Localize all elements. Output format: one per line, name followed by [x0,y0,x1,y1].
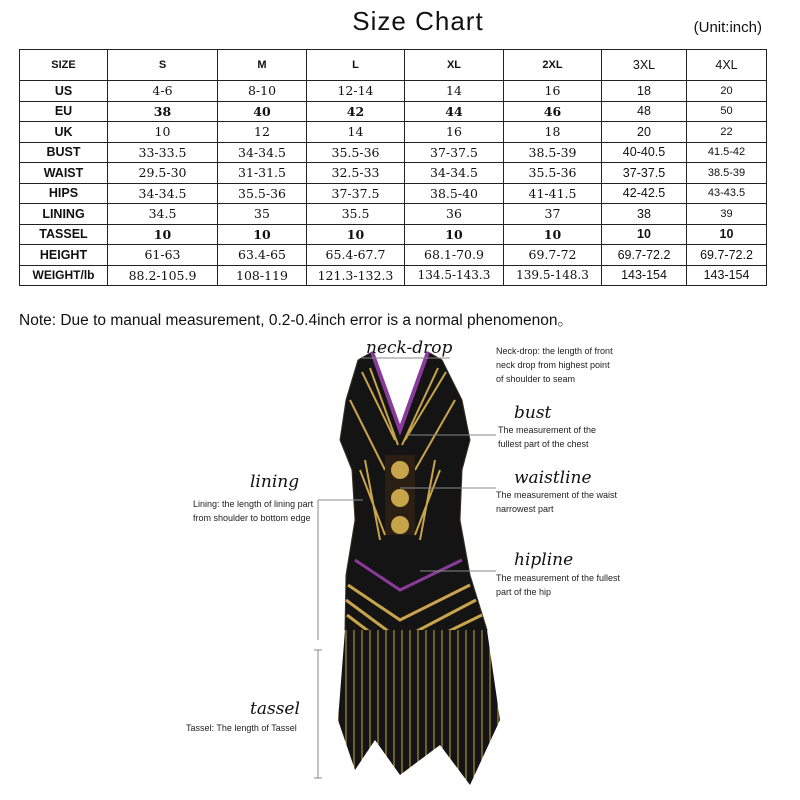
table-cell: 37-37.5 [602,163,687,184]
table-cell: 61-63 [108,245,218,266]
row-header: LINING [20,204,108,225]
table-cell: 10 [307,224,405,245]
table-cell: 42-42.5 [602,183,687,204]
annotation-line: of shoulder to seam [496,374,576,384]
table-cell: 29.5-30 [108,163,218,184]
annotation-line: narrowest part [496,504,554,514]
table-cell: 46 [504,101,602,122]
table-cell: 10 [108,122,218,143]
annotation-line: Neck-drop: the length of front [496,346,613,356]
table-cell: 12 [218,122,307,143]
column-header: XL [405,50,504,81]
annotation-line: fullest part of the chest [498,439,589,449]
column-header: M [218,50,307,81]
tassel-heading: tassel [250,699,300,719]
table-cell: 38 [108,101,218,122]
annotation-line: neck drop from highest point [496,360,610,370]
table-cell: 69.7-72 [504,245,602,266]
table-cell: 69.7-72.2 [687,245,767,266]
table-cell: 18 [504,122,602,143]
table-cell: 36 [405,204,504,225]
column-header: 2XL [504,50,602,81]
table-cell: 18 [602,81,687,102]
row-header: WAIST [20,163,108,184]
table-cell: 31-31.5 [218,163,307,184]
table-cell: 43-43.5 [687,183,767,204]
table-cell: 34.5 [108,204,218,225]
table-cell: 10 [504,224,602,245]
table-cell: 88.2-105.9 [108,265,218,286]
table-cell: 41.5-42 [687,142,767,163]
neck-drop-heading: neck-drop [366,338,453,358]
table-cell: 32.5-33 [307,163,405,184]
table-cell: 65.4-67.7 [307,245,405,266]
table-cell: 37-37.5 [405,142,504,163]
table-cell: 121.3-132.3 [307,265,405,286]
table-cell: 20 [602,122,687,143]
annotation-line: Lining: the length of lining part [193,499,314,509]
table-cell: 42 [307,101,405,122]
lining-description [193,497,313,525]
table-cell: 33-33.5 [108,142,218,163]
table-cell: 143-154 [602,265,687,286]
column-header: L [307,50,405,81]
table-cell: 16 [405,122,504,143]
table-cell: 40-40.5 [602,142,687,163]
table-cell: 143-154 [687,265,767,286]
annotation-line: The measurement of the waist [496,490,618,500]
waistline-heading: waistline [514,468,592,488]
lining-heading: lining [250,472,300,492]
table-cell: 134.5-143.3 [405,265,504,286]
row-header: BUST [20,142,108,163]
table-cell: 37 [504,204,602,225]
column-header: S [108,50,218,81]
row-header: HIPS [20,183,108,204]
table-cell: 10 [602,224,687,245]
table-cell: 48 [602,101,687,122]
table-cell: 35.5-36 [307,142,405,163]
table-cell: 35 [218,204,307,225]
hipline-heading: hipline [514,550,574,570]
waistline-description [496,488,617,516]
table-cell: 35.5-36 [218,183,307,204]
table-cell: 63.4-65 [218,245,307,266]
column-header: SIZE [20,50,108,81]
hipline-description [496,571,620,599]
table-cell: 108-119 [218,265,307,286]
table-cell: 37-37.5 [307,183,405,204]
table-cell: 10 [218,224,307,245]
table-cell: 69.7-72.2 [602,245,687,266]
table-cell: 14 [307,122,405,143]
row-header: WEIGHT/lb [20,265,108,286]
annotation-line: Tassel: The length of Tassel [186,723,297,733]
unit-label: (Unit:inch) [693,19,762,36]
annotation-line: The measurement of the fullest [496,573,621,583]
table-cell: 35.5-36 [504,163,602,184]
measurement-note: Note: Due to manual measurement, 0.2-0.4inch error is a normal phenomenon。 [19,312,573,329]
row-header: TASSEL [20,224,108,245]
table-cell: 10 [687,224,767,245]
table-cell: 35.5 [307,204,405,225]
table-cell: 139.5-148.3 [504,265,602,286]
table-cell: 38.5-39 [687,163,767,184]
table-cell: 10 [405,224,504,245]
table-cell: 40 [218,101,307,122]
annotation-line: part of the hip [496,587,552,597]
bust-description [498,423,596,451]
table-cell: 38 [602,204,687,225]
table-cell: 68.1-70.9 [405,245,504,266]
table-cell: 4-6 [108,81,218,102]
table-cell: 41-41.5 [504,183,602,204]
table-cell: 50 [687,101,767,122]
table-cell: 8-10 [218,81,307,102]
dress-shape [338,352,500,785]
table-cell: 34-34.5 [108,183,218,204]
row-header: US [20,81,108,102]
annotation-line: from shoulder to bottom edge [193,513,311,523]
table-cell: 44 [405,101,504,122]
neck-drop-description [496,344,613,386]
table-cell: 16 [504,81,602,102]
table-cell: 38.5-39 [504,142,602,163]
row-header: UK [20,122,108,143]
table-cell: 22 [687,122,767,143]
table-cell: 14 [405,81,504,102]
size-chart-title: Size Chart [352,6,484,36]
tassel-description [186,721,297,735]
column-header: 3XL [602,50,687,81]
table-cell: 12-14 [307,81,405,102]
table-cell: 39 [687,204,767,225]
table-cell: 38.5-40 [405,183,504,204]
table-cell: 20 [687,81,767,102]
table-cell: 34-34.5 [405,163,504,184]
bust-heading: bust [514,403,552,423]
table-cell: 34-34.5 [218,142,307,163]
row-header: EU [20,101,108,122]
annotation-line: The measurement of the [498,425,597,435]
table-cell: 10 [108,224,218,245]
row-header: HEIGHT [20,245,108,266]
column-header: 4XL [687,50,767,81]
